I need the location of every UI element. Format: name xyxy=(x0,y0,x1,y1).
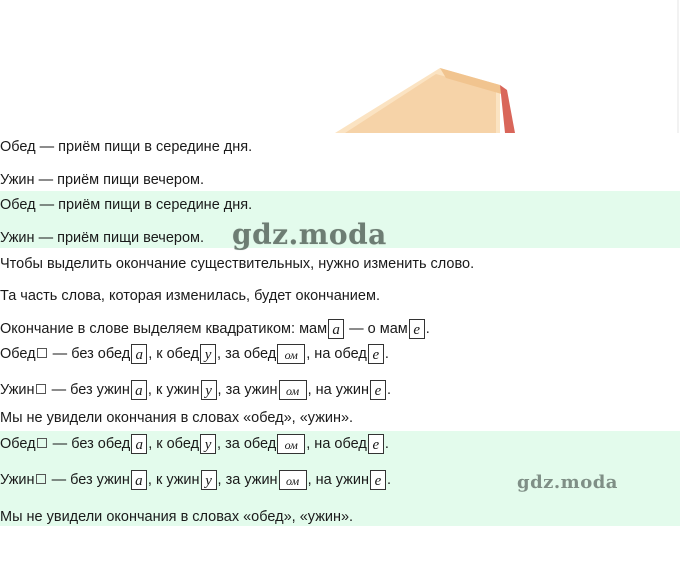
ending-box: е xyxy=(370,470,386,490)
ending-box: ом xyxy=(277,344,305,364)
text-fragment: . xyxy=(384,346,389,362)
text-line: Ужин — приём пищи вечером. xyxy=(0,230,205,246)
text-fragment: Ужин xyxy=(0,472,35,488)
text-fragment: , на ужин xyxy=(307,472,369,488)
text-fragment: Ужин xyxy=(0,382,35,398)
ending-box: ом xyxy=(279,380,307,400)
text-fragment: . xyxy=(386,472,391,488)
declension-line-obed xyxy=(0,343,389,365)
empty-ending-box xyxy=(36,474,46,484)
ending-box: а xyxy=(131,434,147,454)
ending-box: у xyxy=(201,470,217,490)
ending-box: а xyxy=(131,470,147,490)
ending-box: ом xyxy=(277,434,305,454)
ending-box: е xyxy=(370,380,386,400)
watermark-logo-small: gdz.moda xyxy=(517,472,618,493)
text-fragment: , за ужин xyxy=(217,382,278,398)
declension-line-obed xyxy=(0,433,389,455)
text-fragment: , на ужин xyxy=(307,382,369,398)
text-fragment: , к ужин xyxy=(147,472,200,488)
text-line: Мы не увидели окончания в словах «обед», «ужин». xyxy=(0,509,354,525)
text-line: Обед — приём пищи в середине дня. xyxy=(0,139,253,155)
text-fragment: , к обед xyxy=(148,346,200,362)
text-fragment: , на обед xyxy=(306,436,367,452)
text-fragment: Обед xyxy=(0,346,36,362)
ending-box: у xyxy=(200,344,216,364)
book-icon xyxy=(0,0,680,133)
text-fragment: , за ужин xyxy=(217,472,278,488)
text-fragment: Окончание в слове выделяем квадратиком: мам xyxy=(0,321,328,337)
declension-line-uzhin xyxy=(0,469,391,491)
empty-ending-box xyxy=(36,384,46,394)
ending-box: е xyxy=(409,319,425,339)
text-line: Обед — приём пищи в середине дня. xyxy=(0,197,253,213)
empty-ending-box xyxy=(37,438,47,448)
ending-box: е xyxy=(368,434,384,454)
text-fragment: — без ужин xyxy=(47,382,130,398)
text-fragment: . xyxy=(386,382,391,398)
ending-box: а xyxy=(328,319,344,339)
book-illustration xyxy=(0,0,680,133)
text-line: Ужин — приём пищи вечером. xyxy=(0,172,205,188)
text-fragment: , на обед xyxy=(306,346,367,362)
text-fragment: , к ужин xyxy=(147,382,200,398)
text-fragment: — о мам xyxy=(345,321,408,337)
text-fragment: , за обед xyxy=(217,346,277,362)
text-fragment: , к обед xyxy=(148,436,200,452)
text-fragment: . xyxy=(384,436,389,452)
declension-line-uzhin xyxy=(0,379,391,401)
ending-box: ом xyxy=(279,470,307,490)
text-fragment: — без обед xyxy=(48,436,131,452)
ending-box: у xyxy=(200,434,216,454)
empty-ending-box xyxy=(37,348,47,358)
text-fragment: — без обед xyxy=(48,346,131,362)
ending-box: а xyxy=(131,380,147,400)
watermark-logo: gdz.moda xyxy=(232,218,387,251)
text-fragment: — без ужин xyxy=(47,472,130,488)
text-fragment: , за обед xyxy=(217,436,277,452)
text-line: Та часть слова, которая изменилась, будет окончанием. xyxy=(0,288,380,304)
ending-example-line xyxy=(0,318,430,340)
ending-box: у xyxy=(201,380,217,400)
text-fragment: . xyxy=(425,321,430,337)
text-fragment: Обед xyxy=(0,436,36,452)
ending-box: е xyxy=(368,344,384,364)
text-line: Мы не увидели окончания в словах «обед», «ужин». xyxy=(0,410,354,426)
text-line: Чтобы выделить окончание существительных, нужно изменить слово. xyxy=(0,256,475,272)
ending-box: а xyxy=(131,344,147,364)
